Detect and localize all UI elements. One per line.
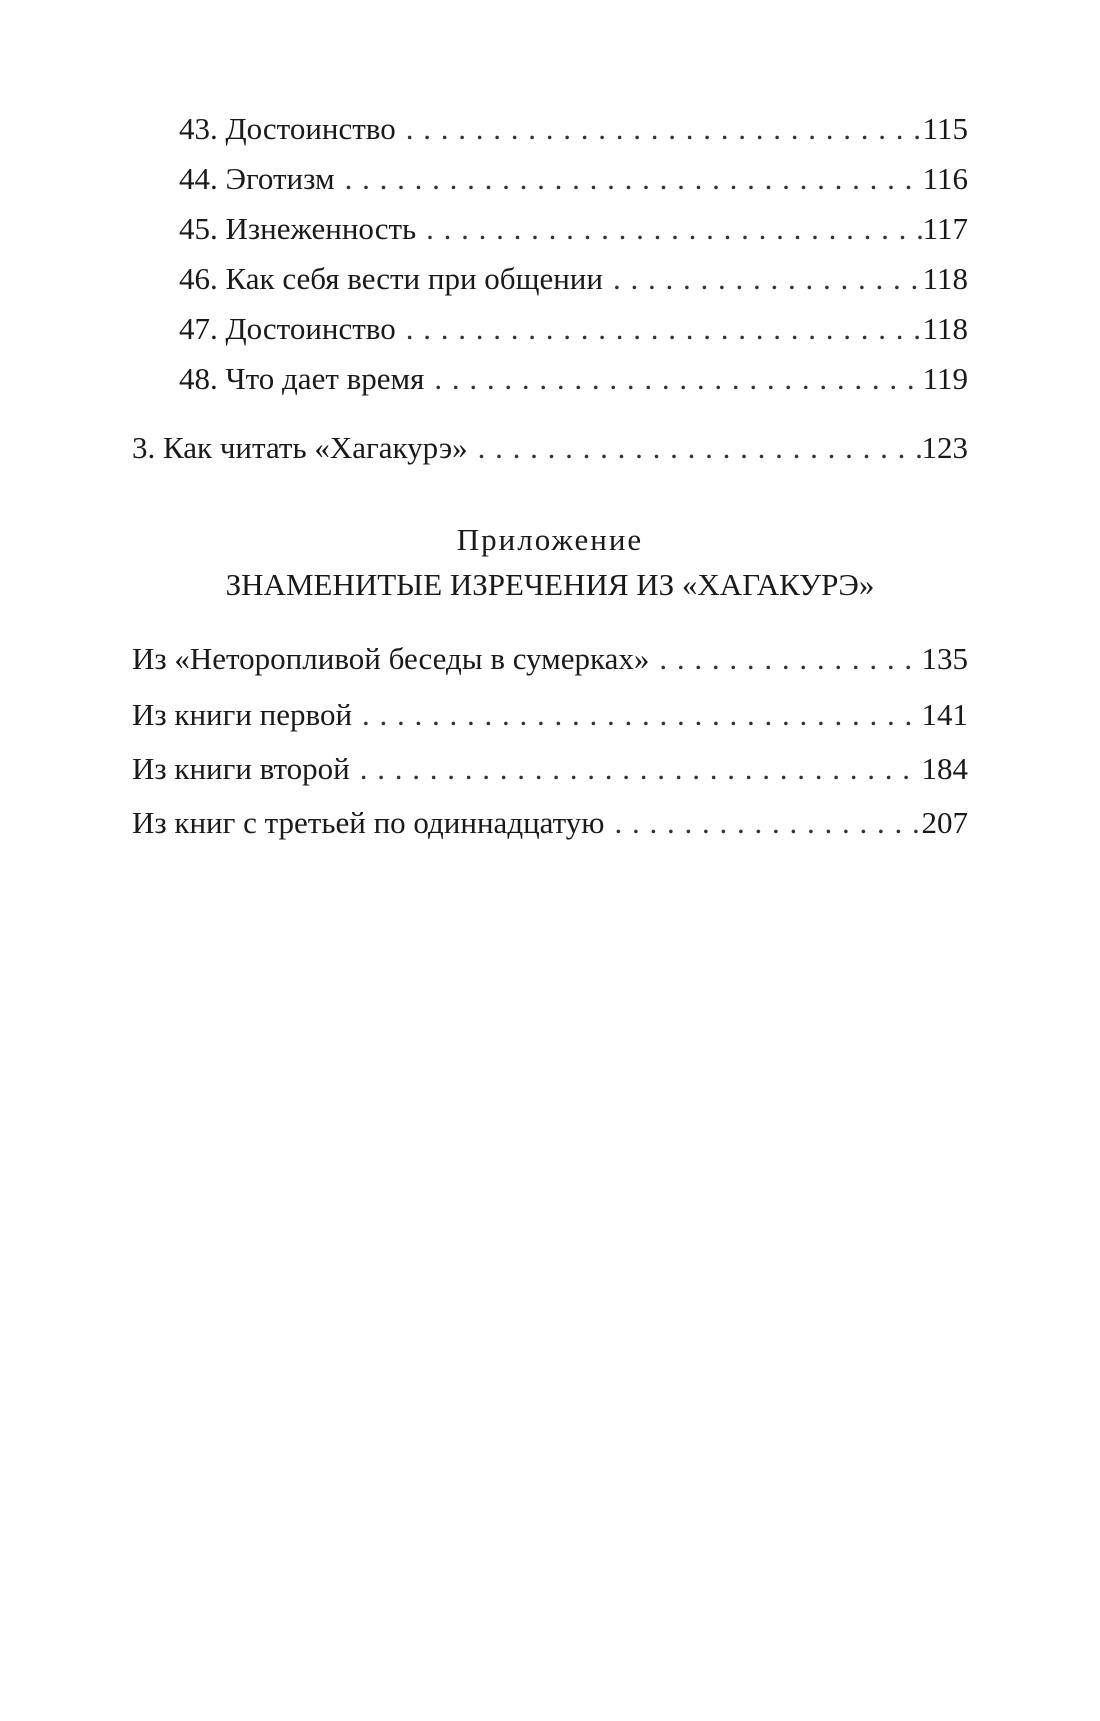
toc-entry — [179, 309, 968, 349]
entry-page: 184 — [921, 751, 968, 786]
entry-title: 44. Эготизм — [179, 161, 335, 196]
entry-page: 116 — [922, 161, 968, 196]
entry-page: 123 — [921, 430, 968, 465]
entry-title: 47. Достоинство — [179, 311, 396, 346]
entry-page: 207 — [921, 805, 968, 840]
toc-entry — [132, 639, 968, 679]
entry-page: 141 — [921, 697, 968, 732]
appendix-heading: ЗНАМЕНИТЫЕ ИЗРЕЧЕНИЯ ИЗ «ХАГАКУРЭ» — [225, 567, 875, 602]
entry-page: 135 — [921, 641, 968, 676]
entry-title: Из книги второй — [132, 751, 350, 786]
entry-title: 45. Изнеженность — [179, 211, 417, 246]
toc-entry — [179, 259, 968, 299]
entry-title: 48. Что дает время — [179, 361, 425, 396]
toc-entry — [179, 359, 968, 399]
dot-leader — [614, 803, 921, 843]
dot-leader — [362, 695, 921, 735]
entry-title: Из книг с третьей по одиннадцатую — [132, 805, 605, 840]
entry-title: 46. Как себя вести при общении — [179, 261, 603, 296]
dot-leader — [360, 749, 922, 789]
dot-leader — [406, 109, 923, 149]
dot-leader — [659, 639, 921, 679]
dot-leader — [345, 159, 923, 199]
entry-title: Из «Неторопливой беседы в сумерках» — [132, 641, 650, 676]
entry-page: 119 — [922, 361, 968, 396]
toc-entry — [132, 803, 968, 843]
toc-entry — [132, 695, 968, 735]
entry-title: Из книги первой — [132, 697, 353, 732]
entry-page: 117 — [922, 211, 968, 246]
dot-leader — [406, 309, 923, 349]
toc-chapter-entry — [132, 428, 968, 468]
dot-leader — [613, 259, 923, 299]
appendix-label: Приложение — [456, 522, 644, 557]
toc-entry — [132, 749, 968, 789]
toc-entry — [179, 109, 968, 149]
toc-entry — [179, 209, 968, 249]
entry-title: 43. Достоинство — [179, 111, 396, 146]
dot-leader — [478, 428, 922, 468]
entry-page: 115 — [922, 111, 968, 146]
entry-page: 118 — [922, 311, 968, 346]
dot-leader — [434, 359, 922, 399]
toc-entry — [179, 159, 968, 199]
entry-title: 3. Как читать «Хагакурэ» — [132, 430, 468, 465]
dot-leader — [426, 209, 922, 249]
entry-page: 118 — [922, 261, 968, 296]
